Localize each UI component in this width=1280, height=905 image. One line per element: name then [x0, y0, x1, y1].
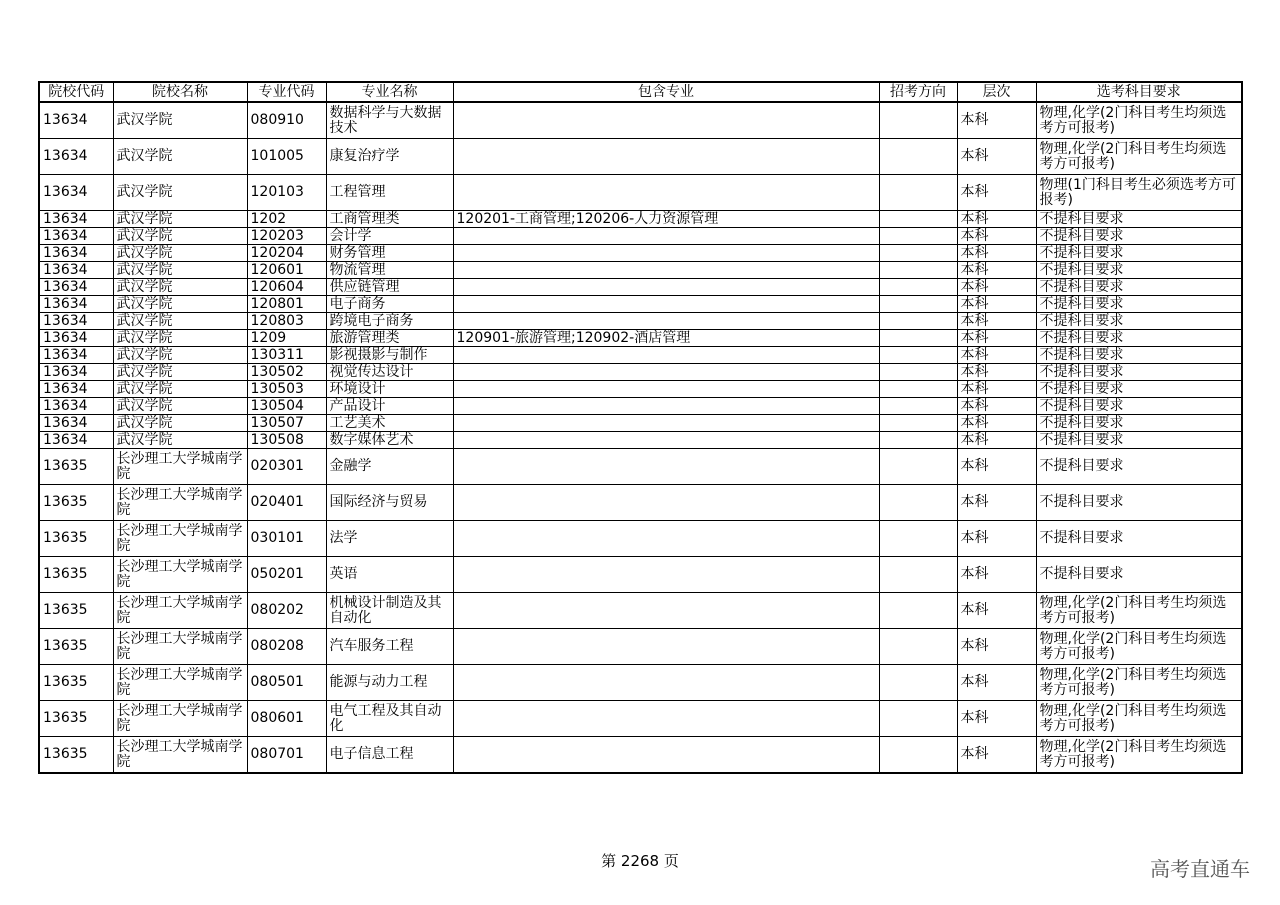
- cell-direction: [879, 313, 957, 330]
- cell-included-majors: [453, 485, 879, 521]
- cell-major-code: 130503: [247, 381, 326, 398]
- cell-major-name: 旅游管理类: [326, 330, 453, 347]
- table-row: [39, 279, 1242, 296]
- cell-school-code: 13634: [39, 102, 113, 139]
- cell-subject-requirement: 不提科目要求: [1036, 415, 1242, 432]
- header-included-majors: 包含专业: [453, 82, 879, 102]
- cell-major-name: 康复治疗学: [326, 139, 453, 175]
- cell-major-code: 120604: [247, 279, 326, 296]
- cell-subject-requirement: 不提科目要求: [1036, 521, 1242, 557]
- cell-major-code: 080202: [247, 593, 326, 629]
- table-row: [39, 364, 1242, 381]
- cell-school-name: 武汉学院: [113, 245, 247, 262]
- cell-included-majors: [453, 737, 879, 774]
- cell-subject-requirement: 物理,化学(2门科目考生均须选考方可报考): [1036, 139, 1242, 175]
- cell-included-majors: [453, 629, 879, 665]
- cell-subject-requirement: 不提科目要求: [1036, 485, 1242, 521]
- cell-school-name: 武汉学院: [113, 381, 247, 398]
- table-row: [39, 102, 1242, 139]
- cell-school-name: 武汉学院: [113, 296, 247, 313]
- table-row: [39, 521, 1242, 557]
- cell-subject-requirement: 不提科目要求: [1036, 330, 1242, 347]
- cell-level: 本科: [957, 279, 1036, 296]
- cell-major-code: 050201: [247, 557, 326, 593]
- cell-school-name: 长沙理工大学城南学院: [113, 737, 247, 774]
- cell-direction: [879, 557, 957, 593]
- cell-included-majors: [453, 262, 879, 279]
- cell-included-majors: [453, 175, 879, 211]
- cell-major-name: 物流管理: [326, 262, 453, 279]
- cell-major-code: 130311: [247, 347, 326, 364]
- cell-school-name: 武汉学院: [113, 211, 247, 228]
- cell-level: 本科: [957, 330, 1036, 347]
- cell-school-code: 13634: [39, 381, 113, 398]
- cell-school-name: 武汉学院: [113, 330, 247, 347]
- cell-included-majors: 120201-工商管理;120206-人力资源管理: [453, 211, 879, 228]
- cell-major-name: 供应链管理: [326, 279, 453, 296]
- cell-major-name: 法学: [326, 521, 453, 557]
- cell-direction: [879, 381, 957, 398]
- cell-major-name: 电气工程及其自动化: [326, 701, 453, 737]
- cell-school-code: 13634: [39, 175, 113, 211]
- cell-school-code: 13634: [39, 211, 113, 228]
- cell-direction: [879, 228, 957, 245]
- cell-school-name: 武汉学院: [113, 175, 247, 211]
- cell-subject-requirement: 不提科目要求: [1036, 557, 1242, 593]
- cell-included-majors: [453, 228, 879, 245]
- cell-major-name: 工程管理: [326, 175, 453, 211]
- cell-level: 本科: [957, 449, 1036, 485]
- cell-subject-requirement: 不提科目要求: [1036, 262, 1242, 279]
- cell-school-code: 13635: [39, 557, 113, 593]
- cell-subject-requirement: 不提科目要求: [1036, 364, 1242, 381]
- header-direction: 招考方向: [879, 82, 957, 102]
- cell-level: 本科: [957, 485, 1036, 521]
- cell-major-name: 汽车服务工程: [326, 629, 453, 665]
- cell-school-code: 13634: [39, 245, 113, 262]
- table-row: [39, 665, 1242, 701]
- cell-school-code: 13635: [39, 629, 113, 665]
- cell-direction: [879, 211, 957, 228]
- cell-major-name: 机械设计制造及其自动化: [326, 593, 453, 629]
- table-row: [39, 245, 1242, 262]
- cell-subject-requirement: 不提科目要求: [1036, 432, 1242, 449]
- cell-major-code: 1209: [247, 330, 326, 347]
- cell-school-name: 武汉学院: [113, 313, 247, 330]
- cell-level: 本科: [957, 701, 1036, 737]
- admission-table: [38, 81, 1243, 774]
- table-row: [39, 432, 1242, 449]
- cell-school-name: 武汉学院: [113, 262, 247, 279]
- cell-included-majors: [453, 557, 879, 593]
- cell-subject-requirement: 不提科目要求: [1036, 296, 1242, 313]
- cell-school-name: 武汉学院: [113, 415, 247, 432]
- cell-school-name: 长沙理工大学城南学院: [113, 665, 247, 701]
- table-row: [39, 296, 1242, 313]
- cell-major-name: 影视摄影与制作: [326, 347, 453, 364]
- cell-school-name: 长沙理工大学城南学院: [113, 449, 247, 485]
- cell-school-name: 武汉学院: [113, 364, 247, 381]
- cell-direction: [879, 701, 957, 737]
- cell-subject-requirement: 不提科目要求: [1036, 228, 1242, 245]
- cell-included-majors: [453, 364, 879, 381]
- cell-school-code: 13635: [39, 593, 113, 629]
- cell-subject-requirement: 不提科目要求: [1036, 245, 1242, 262]
- cell-major-code: 080501: [247, 665, 326, 701]
- cell-direction: [879, 245, 957, 262]
- cell-major-name: 英语: [326, 557, 453, 593]
- table-row: [39, 449, 1242, 485]
- cell-included-majors: [453, 296, 879, 313]
- cell-level: 本科: [957, 347, 1036, 364]
- cell-major-code: 120801: [247, 296, 326, 313]
- cell-school-code: 13634: [39, 228, 113, 245]
- cell-school-code: 13634: [39, 347, 113, 364]
- table-row: [39, 629, 1242, 665]
- cell-subject-requirement: 不提科目要求: [1036, 211, 1242, 228]
- cell-school-code: 13635: [39, 485, 113, 521]
- cell-level: 本科: [957, 296, 1036, 313]
- header-major-code: 专业代码: [247, 82, 326, 102]
- cell-subject-requirement: 不提科目要求: [1036, 398, 1242, 415]
- cell-level: 本科: [957, 521, 1036, 557]
- cell-direction: [879, 449, 957, 485]
- cell-major-code: 080910: [247, 102, 326, 139]
- cell-major-code: 130502: [247, 364, 326, 381]
- cell-subject-requirement: 物理,化学(2门科目考生均须选考方可报考): [1036, 629, 1242, 665]
- table-row: [39, 485, 1242, 521]
- cell-school-code: 13635: [39, 521, 113, 557]
- table-row: [39, 701, 1242, 737]
- cell-school-name: 武汉学院: [113, 347, 247, 364]
- watermark: 高考直通车: [1150, 857, 1250, 881]
- cell-included-majors: [453, 313, 879, 330]
- table-header-row: [39, 82, 1242, 102]
- cell-major-code: 020301: [247, 449, 326, 485]
- cell-included-majors: [453, 347, 879, 364]
- cell-major-name: 数字媒体艺术: [326, 432, 453, 449]
- cell-major-code: 130508: [247, 432, 326, 449]
- cell-direction: [879, 665, 957, 701]
- cell-major-code: 020401: [247, 485, 326, 521]
- cell-school-name: 武汉学院: [113, 228, 247, 245]
- cell-major-name: 视觉传达设计: [326, 364, 453, 381]
- cell-major-code: 101005: [247, 139, 326, 175]
- table-row: [39, 313, 1242, 330]
- cell-level: 本科: [957, 211, 1036, 228]
- cell-school-name: 长沙理工大学城南学院: [113, 521, 247, 557]
- cell-school-name: 武汉学院: [113, 432, 247, 449]
- cell-subject-requirement: 物理,化学(2门科目考生均须选考方可报考): [1036, 593, 1242, 629]
- cell-direction: [879, 364, 957, 381]
- cell-direction: [879, 485, 957, 521]
- table-row: [39, 737, 1242, 774]
- cell-level: 本科: [957, 432, 1036, 449]
- cell-subject-requirement: 不提科目要求: [1036, 279, 1242, 296]
- cell-major-name: 国际经济与贸易: [326, 485, 453, 521]
- cell-direction: [879, 102, 957, 139]
- cell-level: 本科: [957, 737, 1036, 774]
- page-number: 第 2268 页: [601, 852, 679, 870]
- table-row: [39, 228, 1242, 245]
- cell-subject-requirement: 物理,化学(2门科目考生均须选考方可报考): [1036, 665, 1242, 701]
- cell-major-code: 080701: [247, 737, 326, 774]
- cell-direction: [879, 330, 957, 347]
- cell-major-name: 跨境电子商务: [326, 313, 453, 330]
- table-row: [39, 398, 1242, 415]
- cell-major-code: 1202: [247, 211, 326, 228]
- cell-major-name: 工商管理类: [326, 211, 453, 228]
- cell-subject-requirement: 物理,化学(2门科目考生均须选考方可报考): [1036, 737, 1242, 774]
- cell-level: 本科: [957, 262, 1036, 279]
- table-row: [39, 330, 1242, 347]
- cell-school-name: 武汉学院: [113, 279, 247, 296]
- cell-included-majors: [453, 432, 879, 449]
- cell-level: 本科: [957, 364, 1036, 381]
- table-row: [39, 211, 1242, 228]
- cell-school-code: 13634: [39, 398, 113, 415]
- cell-school-code: 13634: [39, 415, 113, 432]
- cell-included-majors: [453, 381, 879, 398]
- cell-level: 本科: [957, 398, 1036, 415]
- cell-subject-requirement: 物理(1门科目考生必须选考方可报考): [1036, 175, 1242, 211]
- cell-major-name: 金融学: [326, 449, 453, 485]
- cell-level: 本科: [957, 139, 1036, 175]
- cell-school-code: 13635: [39, 449, 113, 485]
- table-row: [39, 415, 1242, 432]
- header-school-name: 院校名称: [113, 82, 247, 102]
- cell-school-code: 13634: [39, 364, 113, 381]
- cell-included-majors: [453, 701, 879, 737]
- table-row: [39, 381, 1242, 398]
- cell-included-majors: [453, 245, 879, 262]
- cell-school-code: 13634: [39, 313, 113, 330]
- cell-level: 本科: [957, 228, 1036, 245]
- cell-school-code: 13634: [39, 139, 113, 175]
- cell-included-majors: 120901-旅游管理;120902-酒店管理: [453, 330, 879, 347]
- cell-school-code: 13634: [39, 279, 113, 296]
- cell-direction: [879, 521, 957, 557]
- cell-school-code: 13634: [39, 330, 113, 347]
- cell-direction: [879, 296, 957, 313]
- cell-major-name: 会计学: [326, 228, 453, 245]
- cell-direction: [879, 432, 957, 449]
- cell-major-name: 能源与动力工程: [326, 665, 453, 701]
- cell-included-majors: [453, 139, 879, 175]
- cell-major-code: 030101: [247, 521, 326, 557]
- cell-school-name: 长沙理工大学城南学院: [113, 557, 247, 593]
- cell-major-code: 130507: [247, 415, 326, 432]
- header-subject-requirement: 选考科目要求: [1036, 82, 1242, 102]
- cell-included-majors: [453, 665, 879, 701]
- cell-school-name: 长沙理工大学城南学院: [113, 629, 247, 665]
- cell-school-name: 武汉学院: [113, 398, 247, 415]
- cell-major-code: 080601: [247, 701, 326, 737]
- cell-school-name: 长沙理工大学城南学院: [113, 593, 247, 629]
- cell-direction: [879, 175, 957, 211]
- cell-major-name: 数据科学与大数据技术: [326, 102, 453, 139]
- cell-level: 本科: [957, 665, 1036, 701]
- cell-level: 本科: [957, 557, 1036, 593]
- cell-direction: [879, 139, 957, 175]
- cell-subject-requirement: 不提科目要求: [1036, 449, 1242, 485]
- cell-level: 本科: [957, 245, 1036, 262]
- cell-school-code: 13635: [39, 665, 113, 701]
- cell-subject-requirement: 不提科目要求: [1036, 347, 1242, 364]
- table-body: [39, 102, 1242, 773]
- cell-school-name: 武汉学院: [113, 102, 247, 139]
- table-row: [39, 557, 1242, 593]
- table-row: [39, 347, 1242, 364]
- cell-major-name: 产品设计: [326, 398, 453, 415]
- cell-level: 本科: [957, 175, 1036, 211]
- table-row: [39, 139, 1242, 175]
- cell-school-name: 长沙理工大学城南学院: [113, 485, 247, 521]
- cell-school-code: 13634: [39, 296, 113, 313]
- cell-school-code: 13635: [39, 701, 113, 737]
- cell-major-name: 电子信息工程: [326, 737, 453, 774]
- cell-direction: [879, 398, 957, 415]
- cell-direction: [879, 629, 957, 665]
- cell-school-code: 13634: [39, 432, 113, 449]
- cell-included-majors: [453, 521, 879, 557]
- cell-major-code: 120803: [247, 313, 326, 330]
- cell-level: 本科: [957, 381, 1036, 398]
- cell-major-code: 120204: [247, 245, 326, 262]
- cell-subject-requirement: 物理,化学(2门科目考生均须选考方可报考): [1036, 701, 1242, 737]
- cell-included-majors: [453, 398, 879, 415]
- cell-school-name: 长沙理工大学城南学院: [113, 701, 247, 737]
- cell-direction: [879, 279, 957, 296]
- table-row: [39, 593, 1242, 629]
- table-row: [39, 262, 1242, 279]
- cell-school-code: 13635: [39, 737, 113, 774]
- cell-major-name: 电子商务: [326, 296, 453, 313]
- cell-major-code: 120601: [247, 262, 326, 279]
- cell-included-majors: [453, 102, 879, 139]
- cell-level: 本科: [957, 593, 1036, 629]
- cell-included-majors: [453, 449, 879, 485]
- cell-subject-requirement: 不提科目要求: [1036, 313, 1242, 330]
- cell-major-code: 130504: [247, 398, 326, 415]
- cell-level: 本科: [957, 415, 1036, 432]
- cell-direction: [879, 737, 957, 774]
- cell-direction: [879, 593, 957, 629]
- cell-major-code: 080208: [247, 629, 326, 665]
- cell-major-name: 财务管理: [326, 245, 453, 262]
- cell-direction: [879, 262, 957, 279]
- cell-level: 本科: [957, 313, 1036, 330]
- cell-major-name: 工艺美术: [326, 415, 453, 432]
- header-level: 层次: [957, 82, 1036, 102]
- cell-subject-requirement: 物理,化学(2门科目考生均须选考方可报考): [1036, 102, 1242, 139]
- cell-school-code: 13634: [39, 262, 113, 279]
- header-school-code: 院校代码: [39, 82, 113, 102]
- cell-included-majors: [453, 593, 879, 629]
- table-row: [39, 175, 1242, 211]
- cell-major-code: 120103: [247, 175, 326, 211]
- cell-direction: [879, 415, 957, 432]
- header-major-name: 专业名称: [326, 82, 453, 102]
- cell-major-name: 环境设计: [326, 381, 453, 398]
- cell-included-majors: [453, 279, 879, 296]
- cell-direction: [879, 347, 957, 364]
- cell-level: 本科: [957, 629, 1036, 665]
- cell-level: 本科: [957, 102, 1036, 139]
- cell-school-name: 武汉学院: [113, 139, 247, 175]
- cell-included-majors: [453, 415, 879, 432]
- cell-subject-requirement: 不提科目要求: [1036, 381, 1242, 398]
- cell-major-code: 120203: [247, 228, 326, 245]
